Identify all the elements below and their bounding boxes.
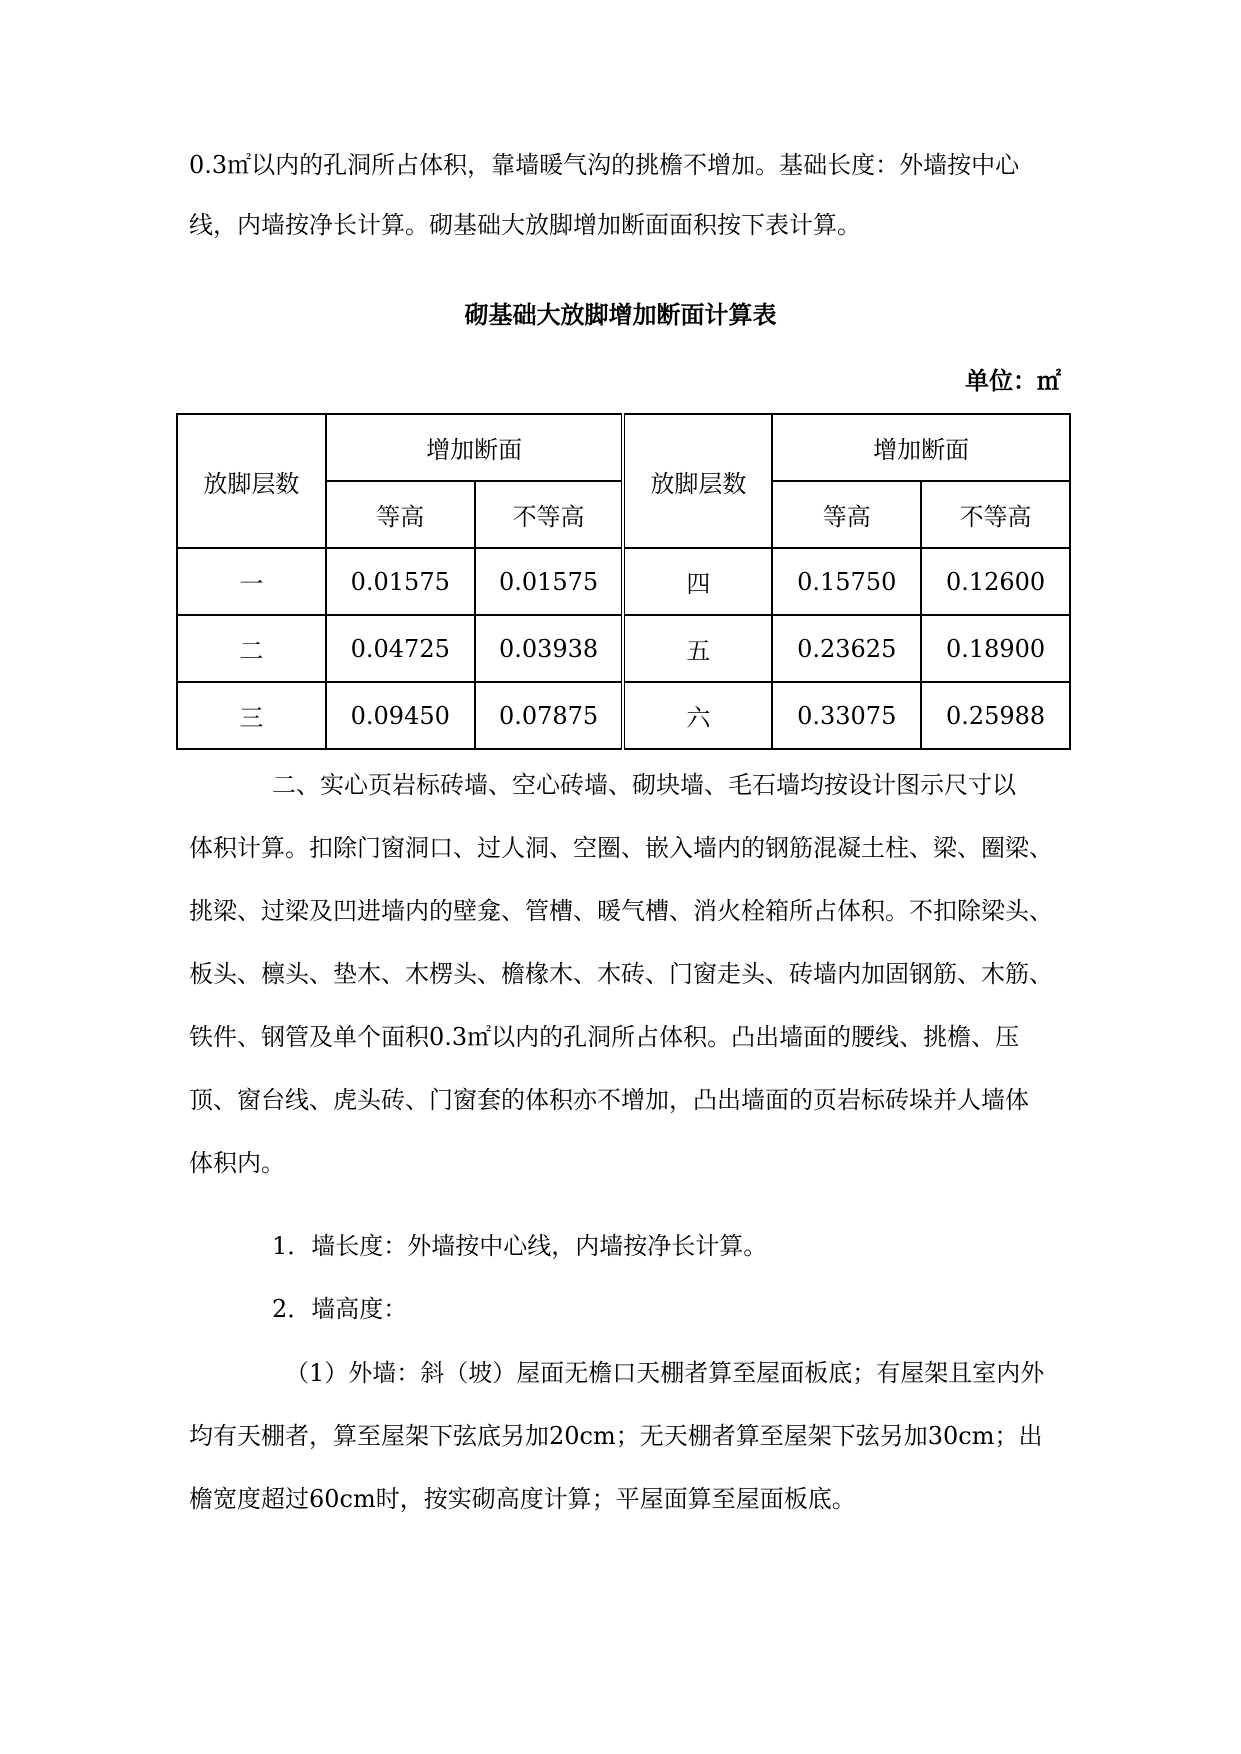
table-header-row [177,414,1070,481]
cell-left-unequal: 0.01575 [475,548,624,615]
section2-line: 二、实心页岩标砖墙、空心砖墙、砌块墙、毛石墙均按设计图示尺寸以 [272,771,1016,799]
cell-left-layer: 二 [177,615,326,682]
header-unequal-left: 不等高 [475,481,624,548]
cell-left-equal: 0.01575 [326,548,475,615]
header-equal-left: 等高 [326,481,475,548]
intro-line-1: 0.3㎡以内的孔洞所占体积，靠墙暖气沟的挑檐不增加。基础长度：外墙按中心 [189,151,1020,179]
section2-line: 板头、檩头、垫木、木楞头、檐椽木、木砖、门窗走头、砖墙内加固钢筋、木筋、 [189,960,1053,988]
cell-right-layer: 五 [623,615,772,682]
cell-left-layer: 一 [177,548,326,615]
cell-left-equal: 0.09450 [326,682,475,749]
header-equal-right: 等高 [772,481,921,548]
header-added-section-right: 增加断面 [772,414,1070,481]
table-row [177,682,1070,749]
section2-line: 体积计算。扣除门窗洞口、过人洞、空圈、嵌入墙内的钢筋混凝土柱、梁、圈梁、 [189,834,1053,862]
cell-right-equal: 0.33075 [772,682,921,749]
header-added-section-left: 增加断面 [326,414,624,481]
table-row [177,615,1070,682]
item-2: 2．墙高度： [272,1295,408,1323]
header-layers-left: 放脚层数 [177,414,326,548]
section2-line: 体积内。 [189,1149,285,1177]
item-2-1-line: 均有天棚者，算至屋架下弦底另加20cm；无天棚者算至屋架下弦另加30cm；出 [189,1422,1043,1450]
cell-right-unequal: 0.18900 [921,615,1070,682]
cell-right-equal: 0.15750 [772,548,921,615]
header-layers-right: 放脚层数 [623,414,772,548]
table-row [177,548,1070,615]
section2-line: 顶、窗台线、虎头砖、门窗套的体积亦不增加，凸出墙面的页岩标砖垛并人墙体 [189,1086,1029,1114]
item-1: 1．墙长度：外墙按中心线，内墙按净长计算。 [272,1232,768,1260]
header-unequal-right: 不等高 [921,481,1070,548]
cell-left-unequal: 0.03938 [475,615,624,682]
table-title: 砌基础大放脚增加断面计算表 [464,301,777,329]
item-2-1-line: 檐宽度超过60cm时，按实砌高度计算；平屋面算至屋面板底。 [189,1485,856,1513]
cell-right-unequal: 0.25988 [921,682,1070,749]
unit-label: 单位：㎡ [965,367,1061,395]
intro-line-2: 线，内墙按净长计算。砌基础大放脚增加断面面积按下表计算。 [189,211,861,239]
cell-left-equal: 0.04725 [326,615,475,682]
cell-left-unequal: 0.07875 [475,682,624,749]
cell-right-layer: 六 [623,682,772,749]
section2-line: 铁件、钢管及单个面积0.3㎡以内的孔洞所占体积。凸出墙面的腰线、挑檐、压 [189,1023,1020,1051]
cell-right-unequal: 0.12600 [921,548,1070,615]
calculation-table [176,413,1071,750]
cell-left-layer: 三 [177,682,326,749]
cell-right-equal: 0.23625 [772,615,921,682]
cell-right-layer: 四 [623,548,772,615]
section2-line: 挑梁、过梁及凹进墙内的壁龛、管槽、暖气槽、消火栓箱所占体积。不扣除梁头、 [189,897,1053,925]
item-2-1-line: （1）外墙：斜（坡）屋面无檐口天棚者算至屋面板底；有屋架且室内外 [285,1359,1045,1387]
